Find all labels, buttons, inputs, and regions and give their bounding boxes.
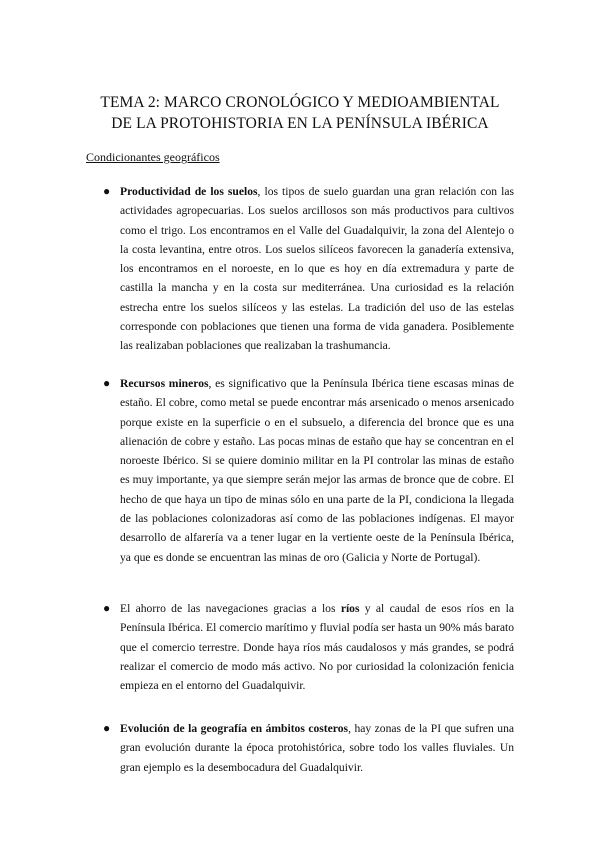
list-item-coastal: [120, 719, 514, 777]
item-text-before: El ahorro de las navegaciones gracias a los: [120, 602, 341, 615]
list-item-soils: [120, 182, 514, 356]
title-line-2: DE LA PROTOHISTORIA EN LA PENÍNSULA IBÉRICA: [111, 115, 489, 132]
item-text: , hay zonas de la PI que sufren una gran evolución durante la época protohistórica, sobre todo los valles fluviales. Un gran ejemplo es la desembocadura del Guadalquivir.: [120, 722, 515, 774]
list-item-rivers: [120, 599, 514, 695]
item-bold-lead: Productividad de los suelos: [120, 185, 258, 198]
section-heading: Condicionantes geográficos: [86, 150, 220, 164]
item-bold-lead: Recursos mineros: [120, 377, 209, 390]
item-bold-mid: ríos: [340, 602, 360, 615]
item-text: , los tipos de suelo guardan una gran relación con las actividades agropecuarias. Los suelos arcillosos son más productivos para cultivos como el trigo. Los encontramos en el Valle del Guadalquivir, la zona del Alentejo o la costa levantina, entre otros. Los suelos silíceos favorecen la ganadería extensiva, los encontramos en el noroeste, en lo que es hoy en día extremadura y parte de castilla la mancha y en la costa sur mediterránea. Una curiosidad es la relación estrecha entre los suelos silíceos y las estelas. La tradición del uso de las estelas corresponde con poblaciones que tienen una forma de vida ganadera. Posiblemente las realizaban poblaciones que realizaban la trashumancia.: [120, 185, 514, 353]
bullet-icon: ●: [103, 721, 111, 735]
list-item-mining: [120, 374, 514, 567]
item-bold-lead: Evolución de la geografía en ámbitos costeros: [120, 722, 349, 735]
bullet-icon: ●: [103, 184, 111, 198]
bullet-icon: ●: [103, 601, 111, 615]
item-text-after: y al caudal de esos ríos en la Península Ibérica. El comercio marítimo y fluvial podía ser hasta un 90% más barato que el comercio terrestre. Donde haya ríos más caudalosos y más grandes, se podrá realizar el comercio de modo más activo. No por curiosidad la colonización fenicia empieza en el entorno del Guadalquivir.: [120, 602, 514, 693]
item-text: , es significativo que la Península Ibérica tiene escasas minas de estaño. El cobre, como metal se puede encontrar más arsenicado o menos arsenicado porque existe en la superficie o en el subsuelo, a diferencia del bronce que es una alienación de cobre y estaño. Las pocas minas de estaño que hay se concentran en el noroeste Ibérico. Si se quiere dominio militar en la PI controlar las minas de estaño es muy importante, ya que siempre serán mejor las armas de bronce que de cobre. El hecho de que haya un tipo de minas sólo en una parte de la PI, condiciona la llegada de las poblaciones colonizadoras así como de las poblaciones indígenas. El mayor desarrollo de alfarería va a tener lugar en la vertiente oeste de la Península Ibérica, ya que es donde se encuentran las minas de oro (Galicia y Norte de Portugal).: [120, 377, 514, 564]
page-title: [60, 92, 540, 134]
bullet-icon: ●: [103, 376, 111, 390]
title-line-1: TEMA 2: MARCO CRONOLÓGICO Y MEDIOAMBIENTAL: [100, 94, 500, 111]
